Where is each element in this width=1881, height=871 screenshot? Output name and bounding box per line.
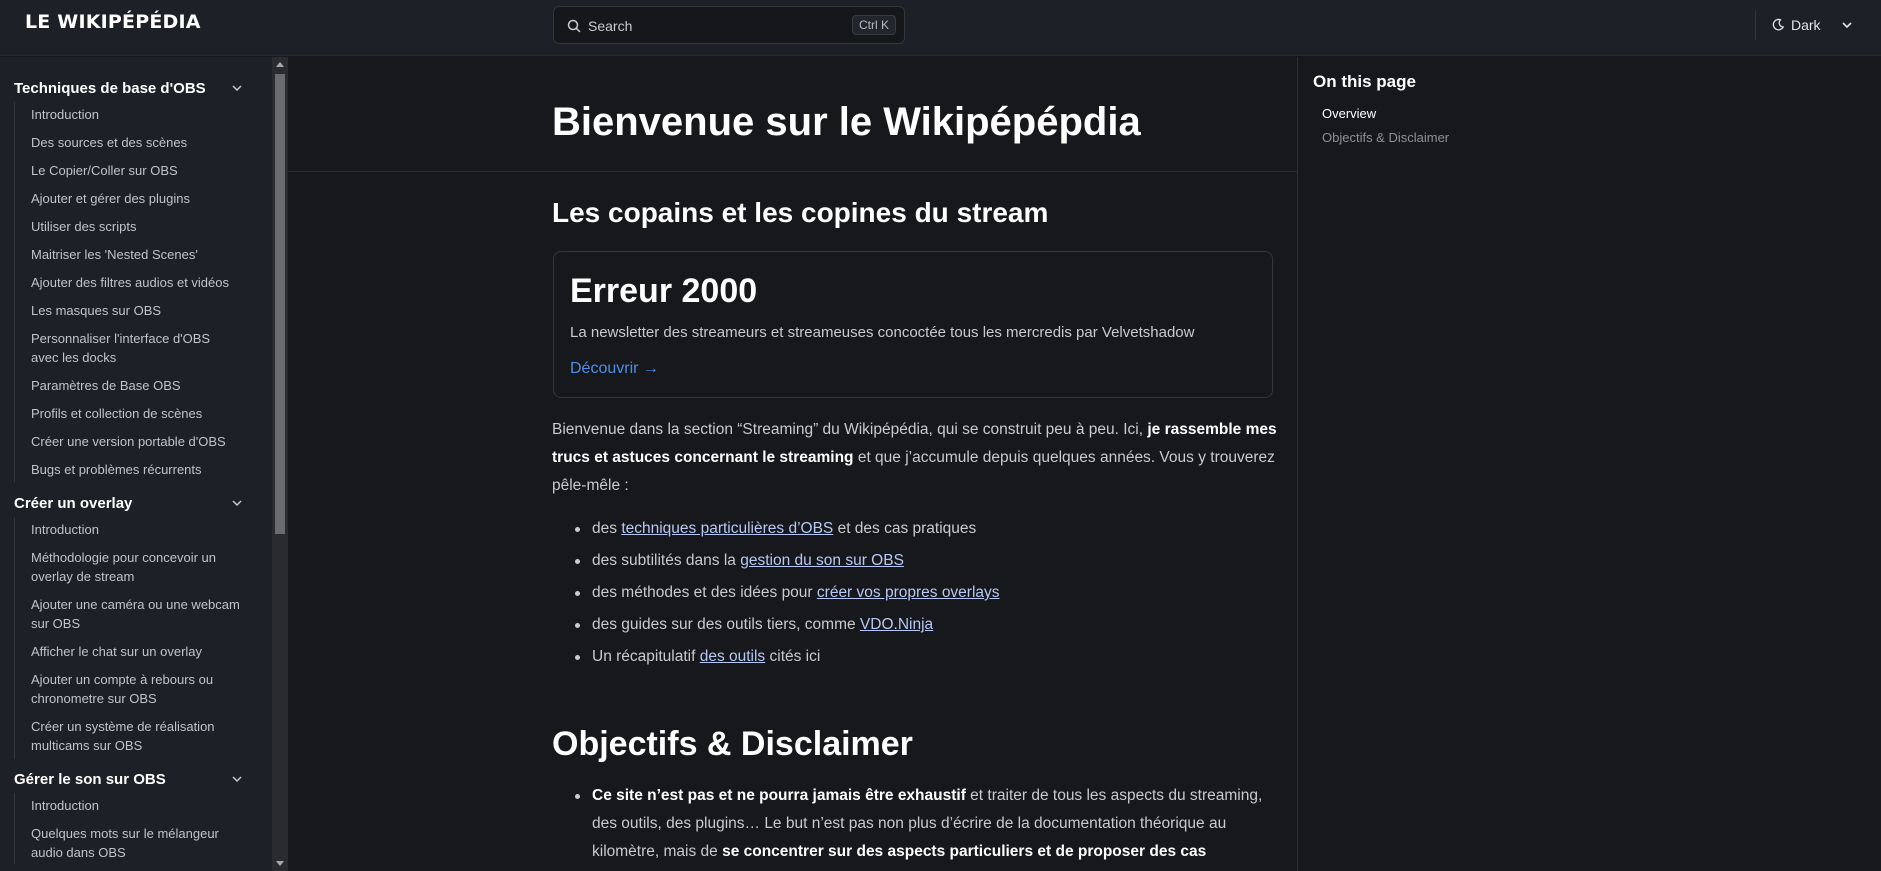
intro-text: Bienvenue dans la section “Streaming” du Wikipépédia, qui se construit peu à peu. Ici, — [552, 421, 1148, 438]
sidebar-item[interactable]: Profils et collection de scènes — [31, 406, 203, 421]
list-item — [572, 612, 1277, 644]
chevron-down-icon[interactable] — [231, 82, 243, 94]
sidebar-section-header[interactable] — [0, 74, 274, 102]
sidebar-item[interactable]: Les masques sur OBS — [31, 303, 162, 318]
navbar-divider — [1755, 10, 1756, 40]
obs-techniques-link[interactable]: techniques particulières d’OBS — [621, 520, 834, 537]
sidebar-item[interactable]: Ajouter et gérer des plugins — [31, 191, 190, 206]
moon-icon — [1771, 18, 1785, 32]
page-title: Bienvenue sur le Wikipépépdia — [552, 100, 1141, 144]
sidebar-item[interactable]: Afficher le chat sur un overlay — [31, 644, 203, 659]
list-item — [572, 580, 1277, 612]
sidebar-item[interactable]: Des sources et des scènes — [31, 135, 188, 150]
tools-link[interactable]: des outils — [699, 648, 766, 665]
sidebar-item[interactable]: Le Copier/Coller sur OBS — [31, 163, 178, 178]
sidebar-item[interactable]: Bugs et problèmes récurrents — [31, 462, 202, 477]
scrollbar-thumb[interactable] — [275, 74, 285, 534]
sidebar-item[interactable]: Ajouter un compte à rebours ou chronometre sur OBS — [31, 672, 214, 706]
sidebar-item[interactable]: Utiliser des scripts — [31, 219, 137, 234]
list-item-text: Un récapitulatif — [592, 648, 700, 665]
toc-item-objectifs[interactable]: Objectifs & Disclaimer — [1322, 130, 1450, 145]
top-navbar — [0, 0, 1881, 56]
newsletter-card[interactable] — [553, 251, 1273, 398]
intro-text: et que j’accumule depuis quelques années. Vous y trouverez pêle-mêle : — [552, 449, 1275, 494]
list-item-text: des — [592, 520, 622, 537]
sidebar-section-header[interactable] — [0, 489, 274, 517]
sound-management-link[interactable]: gestion du son sur OBS — [740, 552, 904, 569]
content-divider — [1297, 57, 1298, 871]
sidebar-item[interactable]: Ajouter des filtres audios et vidéos — [31, 275, 229, 290]
theme-select[interactable] — [1771, 14, 1821, 36]
intro-paragraph — [552, 416, 1277, 500]
toc-item-overview[interactable]: Overview — [1322, 106, 1377, 121]
disclaimer-list — [572, 782, 1277, 866]
chevron-down-icon[interactable] — [231, 497, 243, 509]
list-item — [572, 782, 1277, 866]
sidebar-section-title: Gérer le son sur OBS — [14, 770, 166, 788]
list-item — [572, 548, 1277, 580]
search-icon — [566, 18, 582, 34]
discover-link[interactable]: Découvrir → — [570, 360, 659, 377]
search-shortcut: Ctrl K — [852, 15, 896, 35]
chevron-down-icon[interactable] — [231, 773, 243, 785]
scroll-down-icon[interactable] — [276, 861, 284, 866]
list-item — [572, 516, 1277, 548]
sidebar-scrollbar[interactable] — [272, 57, 288, 871]
disclaimer-text: et traiter de tous les aspects du streaming, des outils, des plugins… Le but n’est pas non plus d’écrire de la documentation théorique au kilomètre, mais de — [592, 787, 1263, 860]
intro-bold: je rassemble mes trucs et astuces concernant le streaming — [552, 421, 1277, 466]
disclaimer-bold: Ce site n’est pas et ne pourra jamais être exhaustif — [592, 787, 966, 804]
overlays-link[interactable]: créer vos propres overlays — [816, 584, 1000, 601]
sidebar-item[interactable]: Introduction — [31, 107, 99, 122]
sidebar-item[interactable]: Paramètres de Base OBS — [31, 378, 181, 393]
sidebar-item[interactable]: Créer un système de réalisation multicams sur OBS — [31, 719, 215, 753]
theme-label: Dark — [1791, 17, 1821, 33]
sidebar-section — [0, 765, 274, 864]
list-item-text: des subtilités dans la — [592, 552, 741, 569]
section-heading: Objectifs & Disclaimer — [552, 725, 913, 763]
search-button[interactable] — [553, 6, 905, 44]
disclaimer-bold: se concentrer sur des aspects particuliers et de proposer des cas — [722, 843, 1207, 860]
section-heading: Les copains et les copines du stream — [552, 197, 1049, 228]
table-of-contents — [1313, 72, 1449, 150]
list-item-text: des guides sur des outils tiers, comme — [592, 616, 860, 633]
toc-title: On this page — [1313, 72, 1416, 91]
sidebar-item[interactable]: Créer une version portable d'OBS — [31, 434, 226, 449]
sidebar — [0, 57, 274, 871]
search-label: Search — [588, 18, 633, 34]
sidebar-section-title: Créer un overlay — [14, 494, 133, 512]
site-logo[interactable]: LE WIKIPÉPÉDIA — [25, 11, 201, 33]
topics-list — [572, 516, 1277, 676]
sidebar-item[interactable]: Quelques mots sur le mélangeur audio dans OBS — [31, 826, 219, 860]
title-divider — [288, 171, 1297, 172]
vdo-ninja-link[interactable]: VDO.Ninja — [859, 616, 934, 633]
sidebar-item[interactable]: Méthodologie pour concevoir un overlay de stream — [31, 550, 217, 584]
card-description: La newsletter des streameurs et streameuses concoctée tous les mercredis par Velvetshadow — [570, 324, 1195, 341]
chevron-down-icon[interactable] — [1840, 18, 1854, 32]
list-item — [572, 644, 1277, 676]
list-item-text: et des cas pratiques — [833, 520, 977, 537]
sidebar-item[interactable]: Introduction — [31, 798, 99, 813]
sidebar-item[interactable]: Ajouter une caméra ou une webcam sur OBS — [31, 597, 240, 631]
scroll-up-icon[interactable] — [276, 62, 284, 67]
sidebar-section — [0, 74, 274, 483]
sidebar-item[interactable]: Personnaliser l'interface d'OBS avec les docks — [31, 331, 211, 365]
sidebar-section-header[interactable] — [0, 765, 274, 793]
sidebar-section-title: Techniques de base d'OBS — [14, 79, 206, 97]
sidebar-item[interactable]: Maitriser les 'Nested Scenes' — [31, 247, 198, 262]
card-title: Erreur 2000 — [570, 272, 758, 310]
sidebar-item[interactable]: Introduction — [31, 522, 99, 537]
list-item-text: des méthodes et des idées pour — [592, 584, 817, 601]
list-item-text: cités ici — [765, 648, 821, 665]
sidebar-section — [0, 489, 274, 759]
